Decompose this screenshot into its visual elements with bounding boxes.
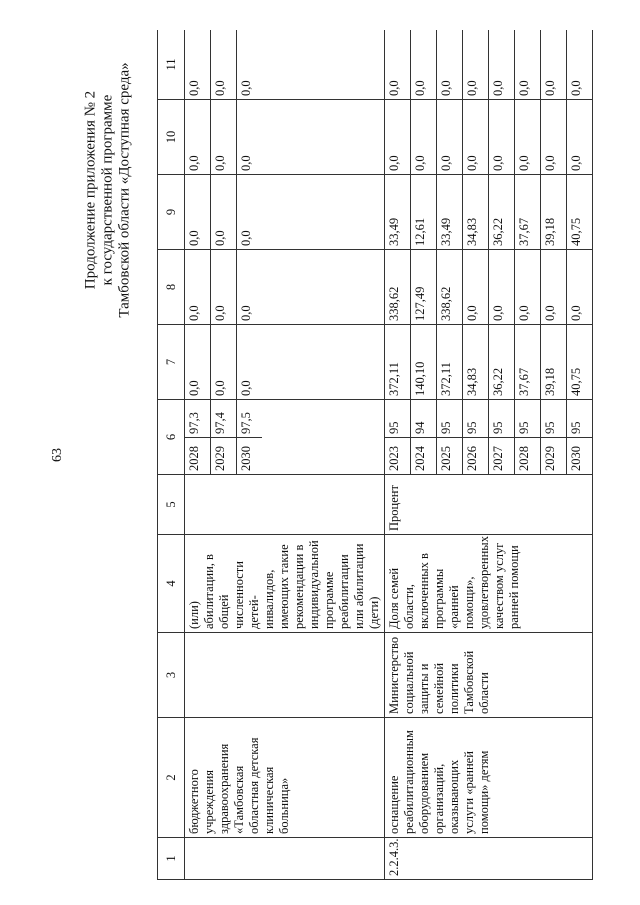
funding-value: 40,75 [569,367,583,396]
column-header-3: 3 [158,633,185,718]
target-value: 95 [437,400,463,438]
year-row [567,400,593,474]
target-value: 97,3 [185,400,211,438]
year: 2028 [185,438,211,475]
year: 2025 [437,438,463,475]
funding-value: 0,0 [411,100,437,174]
funding-value: 338,62 [437,250,463,324]
funding-value: 0,0 [463,250,489,324]
column-10-values [385,100,593,175]
funding-value: 33,49 [385,175,411,249]
year: 2026 [463,438,489,475]
funding-value: 34,83 [463,325,489,399]
funding-value: 0,0 [489,100,515,174]
year-row [411,400,437,474]
year-row [541,400,567,474]
year: 2030 [567,438,593,475]
funding-value: 0,0 [569,155,583,171]
indicator-name: (или) абилитации, в общей численности детей-инвалидов, имеющих такие рекомендации в индивидуальной программе реабилитации или абилитации (дети) [185,535,385,633]
year: 2024 [411,438,437,475]
column-11-values [385,30,593,100]
event-name: бюджетного учреждения здравоохранения «Тамбовская областная детская клиническая больница» [185,718,385,838]
table-row [185,30,385,880]
target-value: 95 [489,400,515,438]
funding-value: 37,67 [515,325,541,399]
column-header-9: 9 [158,175,185,250]
year: 2028 [515,438,541,475]
column-header-2: 2 [158,718,185,838]
program-table-frame [157,30,617,880]
funding-value: 0,0 [239,380,253,396]
funding-value: 0,0 [411,30,437,99]
target-value: 97,5 [239,412,253,434]
funding-value: 39,18 [541,175,567,249]
year-row [237,400,263,474]
funding-value: 0,0 [185,325,211,399]
year-value-cell [385,400,593,475]
funding-value: 0,0 [541,250,567,324]
funding-value: 0,0 [437,100,463,174]
funding-value: 338,62 [385,250,411,324]
funding-value: 39,18 [541,325,567,399]
header-line-3: Тамбовской области «Доступная среда» [116,62,133,318]
unit: Процент [385,475,593,535]
executor [185,633,385,718]
column-header-1: 1 [158,838,185,880]
year-row [385,400,411,474]
year: 2027 [489,438,515,475]
funding-value: 0,0 [185,250,211,324]
funding-value: 127,49 [411,250,437,324]
column-8-values [385,250,593,325]
target-value: 95 [463,400,489,438]
funding-value: 0,0 [239,230,253,246]
funding-value: 0,0 [437,30,463,99]
target-value: 97,4 [211,400,237,438]
row-number [185,838,385,880]
year: 2029 [211,438,237,475]
funding-value: 0,0 [239,155,253,171]
funding-value: 0,0 [569,80,583,96]
funding-value: 372,11 [385,325,411,399]
year-row [185,400,211,474]
funding-value: 0,0 [211,325,237,399]
target-value: 94 [411,400,437,438]
column-number-row [158,30,185,880]
column-header-11: 11 [158,30,185,100]
funding-value: 0,0 [385,30,411,99]
column-7-values [385,325,593,400]
program-table [157,30,593,880]
unit [185,475,385,535]
column-header-5: 5 [158,475,185,535]
event-name: оснащение реабилитационным оборудованием организаций, оказывающих услуги «ранней помощи» детям [385,718,593,838]
column-header-6: 6 [158,400,185,475]
funding-value: 33,49 [437,175,463,249]
funding-value: 40,75 [569,217,583,246]
funding-value: 0,0 [211,100,237,174]
year-value-cell [185,400,385,475]
column-10-values [185,100,385,175]
funding-value: 0,0 [515,100,541,174]
executor: Министерство социальной защиты и семейной политики Тамбовской области [385,633,593,718]
column-8-values [185,250,385,325]
column-header-10: 10 [158,100,185,175]
funding-value: 0,0 [239,305,253,321]
target-value: 95 [515,400,541,438]
funding-value: 0,0 [239,80,253,96]
column-header-7: 7 [158,325,185,400]
funding-value: 0,0 [515,250,541,324]
year: 2029 [541,438,567,475]
funding-value: 140,10 [411,325,437,399]
funding-value: 0,0 [211,30,237,99]
funding-value: 0,0 [541,30,567,99]
funding-value: 34,83 [463,175,489,249]
column-7-values [185,325,385,400]
funding-value: 0,0 [211,175,237,249]
target-value: 95 [569,421,583,434]
year-row [463,400,489,474]
funding-value: 0,0 [463,30,489,99]
funding-value: 0,0 [569,305,583,321]
year-row [515,400,541,474]
year-row [437,400,463,474]
funding-value: 0,0 [185,175,211,249]
row-number: 2.2.4.3. [385,838,593,880]
funding-value: 0,0 [489,30,515,99]
funding-value: 0,0 [515,30,541,99]
funding-value: 372,11 [437,325,463,399]
year-row [489,400,515,474]
column-11-values [185,30,385,100]
year-row [211,400,237,474]
table-row [385,30,593,880]
indicator-name: Доля семей области, включенных в программы «ранней помощи», удовлетворенных качеством услуг ранней помощи [385,535,593,633]
target-value: 95 [385,400,411,438]
funding-value: 36,22 [489,325,515,399]
target-value: 95 [541,400,567,438]
funding-value: 12,61 [411,175,437,249]
funding-value: 37,67 [515,175,541,249]
column-header-4: 4 [158,535,185,633]
funding-value: 0,0 [211,250,237,324]
year: 2030 [237,438,263,475]
year: 2023 [385,438,411,475]
column-header-8: 8 [158,250,185,325]
funding-value: 0,0 [463,100,489,174]
funding-value: 36,22 [489,175,515,249]
column-9-values [385,175,593,250]
header-line-2: к государственной программе [99,94,116,286]
funding-value: 0,0 [385,100,411,174]
column-9-values [185,175,385,250]
page-number: 63 [50,448,65,462]
funding-value: 0,0 [185,30,211,99]
funding-value: 0,0 [541,100,567,174]
header-line-1: Продолжение приложения № 2 [82,90,99,290]
funding-value: 0,0 [185,100,211,174]
funding-value: 0,0 [489,250,515,324]
